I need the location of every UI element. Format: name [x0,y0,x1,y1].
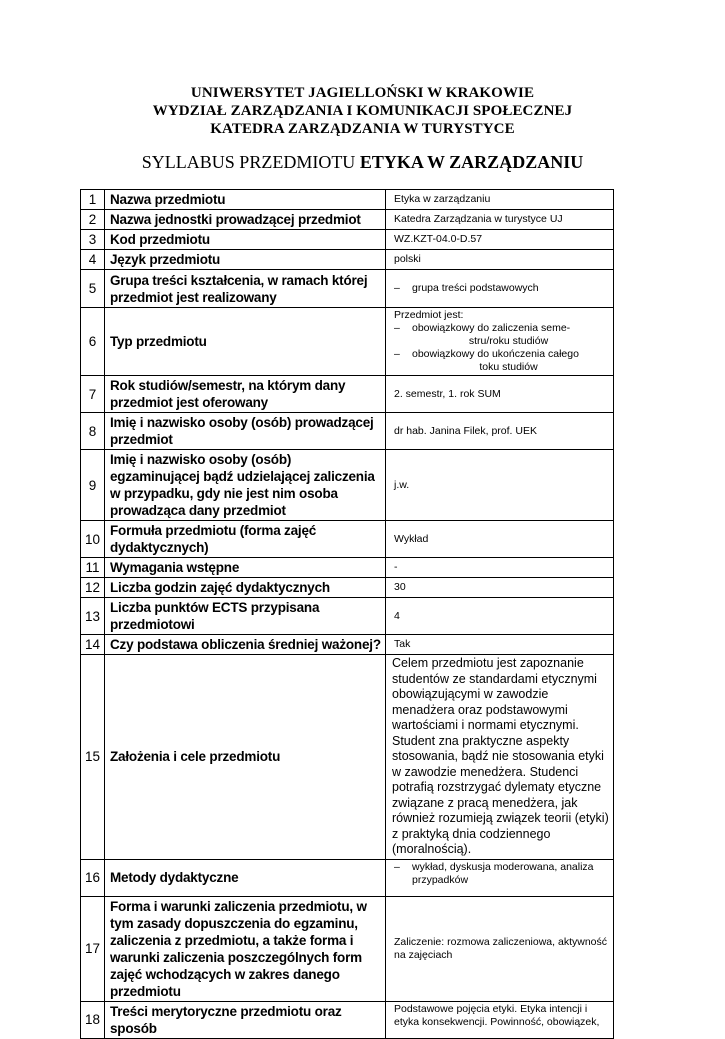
table-row [81,598,614,635]
row-value: 2. semestr, 1. rok SUM [386,376,614,413]
table-row [81,376,614,413]
row-number: 5 [81,270,105,308]
row-value: j.w. [386,450,614,521]
row-number: 16 [81,859,105,896]
row-number: 9 [81,450,105,521]
syllabus-title-prefix: SYLLABUS PRZEDMIOTU [141,152,356,172]
university-name: UNIWERSYTET JAGIELLOŃSKI W KRAKOWIE [190,85,535,101]
row-number: 6 [81,308,105,376]
row-label: Czy podstawa obliczenia średniej ważonej? [105,635,386,655]
row-label: Kod przedmiotu [105,230,386,250]
table-row [81,578,614,598]
table-row [81,558,614,578]
row-label: Rok studiów/semestr, na którym dany przedmiot jest oferowany [105,376,386,413]
syllabus-title [0,152,725,173]
row-value: dr hab. Janina Filek, prof. UEK [386,413,614,450]
bullet-text: wykład, dyskusja moderowana, analiza przypadków [412,860,594,886]
syllabus-title-subject: ETYKA W ZARZĄDZANIU [359,152,584,172]
row-label: Język przedmiotu [105,250,386,270]
table-row [81,413,614,450]
row-label: Wymagania wstępne [105,558,386,578]
row-value: Katedra Zarządzania w turystyce UJ [386,210,614,230]
table-row [81,896,614,1001]
bullet-text-cont: stru/roku studiów [468,335,549,347]
table-row [81,308,614,376]
table-row [81,635,614,655]
table-row [81,859,614,896]
dash-bullet: – [394,282,400,294]
row-value: 4 [386,598,614,635]
table-row [81,250,614,270]
table-row [81,450,614,521]
table-row [81,521,614,558]
bullet-text-cont: toku studiów [479,361,538,373]
row-value: WZ.KZT-04.0-D.57 [386,230,614,250]
row-value: 30 [386,578,614,598]
row-value [386,270,614,308]
table-row [81,190,614,210]
row-value: Celem przedmiotu jest zapoznanie studentów ze standardami etycznymi obowiązującymi w zawodzie menadżera oraz podstawowymi wartościami i normami etycznymi. Student zna praktyczne aspekty stosowania, bądź nie stosowania etyki w zawodzie menedżera. Studenci potrafią rozstrzygać dylematy etyczne związane z pracą menedżera, jak również rozumieją związek teorii (etyki) z praktyką dnia codziennego (moralnością). [386,655,614,860]
table-row [81,230,614,250]
row-number: 7 [81,376,105,413]
row-label: Imię i nazwisko osoby (osób) prowadzącej przedmiot [105,413,386,450]
row-label: Typ przedmiotu [105,308,386,376]
row-value: polski [386,250,614,270]
row-label: Liczba godzin zajęć dydaktycznych [105,578,386,598]
bullet-text: grupa treści podstawowych [412,282,539,294]
row-number: 17 [81,896,105,1001]
row-number: 10 [81,521,105,558]
row-number: 4 [81,250,105,270]
row-value: Wykład [386,521,614,558]
row-number: 15 [81,655,105,860]
row-number: 8 [81,413,105,450]
table-row [81,270,614,308]
row-label: Liczba punktów ECTS przypisana przedmiotowi [105,598,386,635]
row-number: 13 [81,598,105,635]
row-label: Metody dydaktyczne [105,859,386,896]
bullet-text: obowiązkowy do zaliczenia seme- [412,322,571,334]
dash-bullet: – [394,322,400,334]
dash-bullet: – [394,348,400,360]
type-intro: Przedmiot jest: [394,309,464,321]
row-number: 3 [81,230,105,250]
row-label: Treści merytoryczne przedmiotu oraz sposób [105,1001,386,1038]
table-row [81,210,614,230]
row-label: Grupa treści kształcenia, w ramach której przedmiot jest realizowany [105,270,386,308]
dash-bullet: – [394,860,400,873]
row-number: 18 [81,1001,105,1038]
row-label: Nazwa przedmiotu [105,190,386,210]
row-number: 11 [81,558,105,578]
row-value: Etyka w zarządzaniu [386,190,614,210]
row-number: 1 [81,190,105,210]
department-name: KATEDRA ZARZĄDZANIA W TURYSTYCE [210,121,515,137]
faculty-name: WYDZIAŁ ZARZĄDZANIA I KOMUNIKACJI SPOŁECZNEJ [152,103,573,119]
row-value: Zaliczenie: rozmowa zaliczeniowa, aktywność na zajęciach [386,896,614,1001]
row-value: Tak [386,635,614,655]
syllabus-table [80,189,614,1039]
row-value [386,308,614,376]
row-number: 14 [81,635,105,655]
row-number: 12 [81,578,105,598]
row-label: Imię i nazwisko osoby (osób) egzaminującej bądź udzielającej zaliczenia w przypadku, gdy nie jest nim osoba prowadząca dany przedmiot [105,450,386,521]
row-label: Forma i warunki zaliczenia przedmiotu, w tym zasady dopuszczenia do egzaminu, zaliczenia z przedmiotu, a także forma i warunki zaliczenia poszczególnych form zajęć wchodzących w zakres danego przedmiotu [105,896,386,1001]
row-value: - [386,558,614,578]
row-label: Formuła przedmiotu (forma zajęć dydaktycznych) [105,521,386,558]
table-row [81,655,614,860]
table-row [81,1001,614,1038]
bullet-text: obowiązkowy do ukończenia całego [412,348,579,360]
row-number: 2 [81,210,105,230]
row-label: Założenia i cele przedmiotu [105,655,386,860]
row-value: Podstawowe pojęcia etyki. Etyka intencji i etyka konsekwencji. Powinność, obowiązek, [386,1001,614,1038]
row-label: Nazwa jednostki prowadzącej przedmiot [105,210,386,230]
row-value [386,859,614,896]
